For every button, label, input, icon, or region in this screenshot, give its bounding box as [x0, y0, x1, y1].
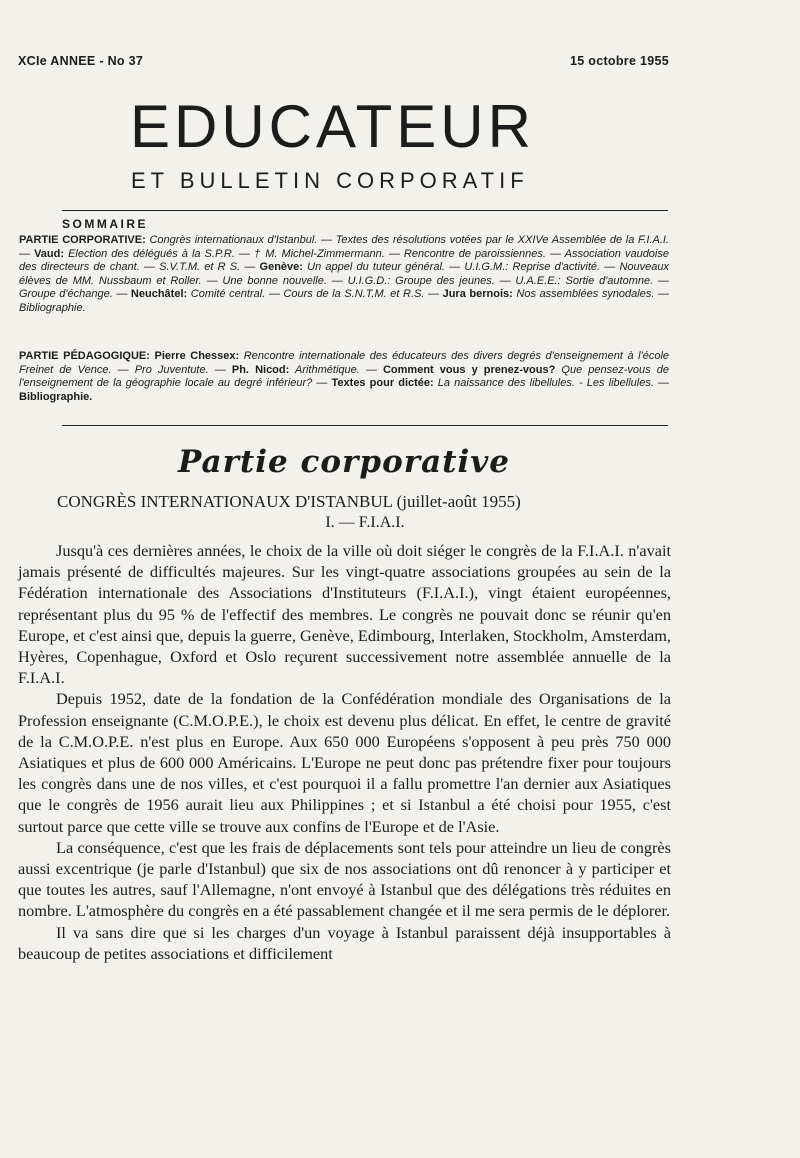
issue-date: 15 octobre 1955: [570, 54, 669, 68]
summary-run-text: La naissance des libellules. - Les libellules. —: [433, 377, 670, 389]
article-paragraph: Jusqu'à ces dernières années, le choix de la ville où doit siéger le congrès de la F.I.A.I. n'avait jamais présenté de difficultés majeures. Sur les vingt-quatre associations groupées au sein de la Fédération internationale des Associations d'Instituteurs (F.I.A.I.), vingt étaient européennes, représentant plus du 95 % de l'effectif des membres. Le congrès ne pouvait donc se réunir qu'en Europe, et c'est ainsi que, depuis la guerre, Genève, Edimbourg, Interlaken, Stockholm, Amsterdam, Hyères, Copenhague, Oxford et Oslo reçurent successivement notre assemblée annuelle de la F.I.A.I.: [18, 541, 671, 688]
divider-bottom: [62, 425, 668, 426]
summary-run-label: Pierre Chessex:: [149, 350, 240, 362]
summary-run-label: Jura bernois:: [442, 288, 513, 300]
article-body: [18, 540, 671, 964]
article-paragraph: Depuis 1952, date de la fondation de la Confédération mondiale des Organisations de la Profession enseignante (C.M.O.P.E.), le choix est devenu plus délicat. En effet, le centre de gravité de la C.M.O.P.E. n'est plus en Europe. Aux 650 000 Européens s'opposent à peu près 750 000 Asiatiques et plus de 600 000 Américains. L'Europe ne peut donc pas prétendre fixer pour toujours les congrès dans une de nos villes, et c'est pourquoi il a fallu promettre l'an dernier aux Asiatiques que le congrès de 1956 aurait lieu aux Philippines ; et si Istanbul a été choisi pour 1955, c'est surtout parce que cette ville se trouve aux confins de l'Europe et de l'Asie.: [18, 689, 671, 836]
summary-run-text: Un appel du tuteur général. — U.I.G.M.: Reprise d'activité. — Nouveaux élèves de MM. Nussbaum et Roller. — Une bonne nouvelle. — U.I.G.D.: Groupe des jeunes. — U.A.E.E.: Sortie d'automne. — Groupe d'échange. —: [19, 261, 669, 300]
summary-run-label: Textes pour dictée:: [331, 377, 434, 389]
section-title: Partie corporative: [178, 444, 510, 480]
summary-run-label: Genève:: [259, 261, 303, 273]
divider-top: [62, 210, 668, 211]
summary-run-text: Nos assemblées synodales. — Bibliographie.: [19, 288, 669, 314]
summary-run-label: Comment vous y prenez-vous?: [382, 363, 556, 376]
summary-pedagogique-label: PARTIE PÉDAGOGIQUE:: [19, 350, 150, 362]
summary-run-text: Comité central. — Cours de la S.N.T.M. et R.S. —: [187, 288, 443, 300]
article-paragraph: La conséquence, c'est que les frais de déplacements sont tels pour atteindre un lieu de congrès aussi excentrique (je parle d'Istanbul) que six de nos associations ont dû renoncer à y participer et que toutes les autres, sauf l'Allemagne, n'ont envoyé à Istanbul que des délégations très réduites en nombre. L'atmosphère du congrès en a été passablement changée et il me sera permis de le déplorer.: [18, 837, 671, 921]
summary-run-text: Election des délégués à la S.P.R. — † M. Michel-Zimmermann. — Rencontre de paroissiennes. — Association vaudoise des directeurs de chant. — S.V.T.M. et R S. —: [19, 247, 669, 273]
summary-corporative: [19, 234, 669, 315]
summary-run-text: Rencontre internationale des éducateurs des divers degrés d'enseignement à l'école Freinet de Vence. — Pro Juventute. —: [19, 350, 670, 376]
summary-corporative-label: PARTIE CORPORATIVE:: [19, 234, 146, 246]
summary-run-label: Bibliographie.: [19, 390, 93, 403]
article-subheading: I. — F.I.A.I.: [325, 514, 405, 531]
summary-run-text: Que pensez-vous de l'enseignement de la géographie locale au degré inférieur? —: [19, 363, 669, 389]
issue-number: XCIe ANNEE - No 37: [18, 54, 144, 68]
article-heading: CONGRÈS INTERNATIONAUX D'ISTANBUL (juillet-août 1955): [57, 492, 521, 511]
summary-run-text: Arithmétique. —: [289, 363, 383, 376]
summary-run-label: Ph. Nicod:: [231, 363, 290, 376]
journal-subtitle: ET BULLETIN CORPORATIF: [131, 168, 529, 193]
journal-title: EDUCATEUR: [130, 93, 535, 160]
summary-heading: SOMMAIRE: [62, 217, 148, 231]
summary-run-text: Congrès internationaux d'Istanbul. — Textes des résolutions votées par le XXIVe Assemblée de la F.I.A.I. —: [19, 234, 669, 260]
summary-run-label: Vaud:: [34, 247, 65, 260]
article-paragraph: Il va sans dire que si les charges d'un voyage à Istanbul paraissent déjà insupportables à beaucoup de petites associations et difficilement: [18, 922, 671, 963]
summary-run-label: Neuchâtel:: [130, 288, 188, 300]
summary-pedagogique: [19, 350, 669, 404]
